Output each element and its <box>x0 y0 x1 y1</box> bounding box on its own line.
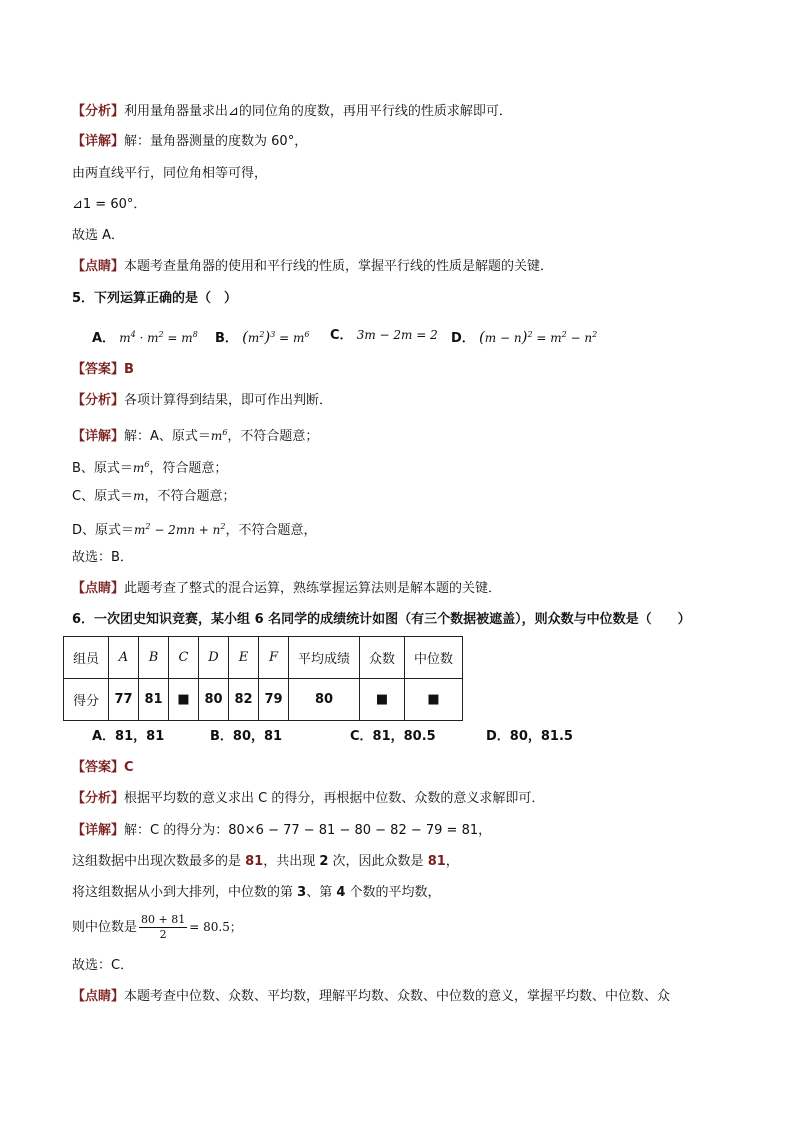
table-cell: ■ <box>169 679 199 721</box>
option-label: B． <box>215 331 238 346</box>
table-cell: 中位数 <box>405 637 463 679</box>
detail-suffix: ，符合题意； <box>149 461 228 476</box>
comment-tag: 【点睛】 <box>72 989 125 1004</box>
q5-answer <box>72 361 134 379</box>
q5-option-d <box>451 326 597 348</box>
detail-text: 解：量角器测量的度数为 60°， <box>124 134 308 149</box>
q4-comment <box>72 258 553 276</box>
text-segment: = 80.5； <box>189 920 242 934</box>
q5-detail-c <box>72 487 235 506</box>
table-cell: 众数 <box>360 637 405 679</box>
option-expr: $(m - n)^2 = m^2 - n^2$ <box>478 328 598 346</box>
option-label: C． <box>330 328 353 343</box>
analysis-text: 利用量角器量求出⊿的同位角的度数，再用平行线的性质求解即可． <box>124 104 512 119</box>
table-cell: 组员 <box>64 637 109 679</box>
q6-option-b: B．80，81 <box>210 729 283 744</box>
comment-text: 此题考查了整式的混合运算，熟练掌握运算法则是解本题的关键． <box>124 581 502 596</box>
position-value: 4 <box>336 885 346 900</box>
q4-analysis <box>72 103 512 121</box>
option-expr: $(m^2)^3 = m^6$ <box>242 328 310 346</box>
q5-detail-d <box>72 518 316 540</box>
q6-answer <box>72 759 134 777</box>
table-cell: A <box>109 637 139 679</box>
table-cell: 得分 <box>64 679 109 721</box>
text-segment: ，共出现 <box>263 854 320 869</box>
q6-option-d: D．80，81.5 <box>486 729 573 744</box>
q6-comment <box>72 988 670 1006</box>
detail-suffix: ，不符合题意； <box>227 429 319 444</box>
q6-line2 <box>72 853 459 871</box>
text-segment: 则中位数是 <box>72 920 138 935</box>
detail-suffix: ，不符合题意， <box>225 523 317 538</box>
option-expr: $m^4 \cdot m^2 = m^8$ <box>119 330 198 345</box>
q5-detail-b <box>72 456 227 478</box>
option-expr: 3m − 2m = 2 <box>356 328 438 342</box>
q5-stem: 5．下列运算正确的是（ ） <box>72 291 238 306</box>
comment-tag: 【点睛】 <box>72 259 125 274</box>
answer-tag: 【答案】 <box>72 362 125 377</box>
answer-value: B <box>124 362 134 377</box>
table-cell: 80 <box>199 679 229 721</box>
q5-choice: 故选：B． <box>72 550 133 565</box>
table-row <box>64 679 463 721</box>
detail-expr: $m^2 - 2mn + n^2$ <box>134 522 226 537</box>
table-cell: 82 <box>229 679 259 721</box>
q5-option-b <box>215 326 310 348</box>
table-cell: ■ <box>405 679 463 721</box>
table-cell: E <box>229 637 259 679</box>
q6-line3 <box>72 884 441 902</box>
text-segment: 、第 <box>306 885 337 900</box>
q6-analysis <box>72 790 544 808</box>
comment-tag: 【点睛】 <box>72 581 125 596</box>
table-cell: F <box>259 637 289 679</box>
q5-detail-a <box>72 424 318 446</box>
median-fraction <box>139 913 187 942</box>
text-segment: 将这组数据从小到大排列，中位数的第 <box>72 885 298 900</box>
answer-tag: 【答案】 <box>72 760 125 775</box>
text-segment: 个数的平均数， <box>345 885 441 900</box>
detail-tag: 【详解】 <box>72 823 125 838</box>
detail-suffix: ，不符合题意； <box>144 489 236 504</box>
comment-text: 本题考查量角器的使用和平行线的性质，掌握平行线的性质是解题的关键． <box>124 259 554 274</box>
text-segment: 次，因此众数是 <box>328 854 428 869</box>
detail-expr: $m^6$ <box>210 428 228 443</box>
q4-line2: 由两直线平行，同位角相等可得， <box>72 166 268 181</box>
table-cell: C <box>169 637 199 679</box>
q4-detail <box>72 133 307 151</box>
position-value: 3 <box>297 885 307 900</box>
table-cell: B <box>139 637 169 679</box>
detail-expr: m <box>133 489 145 503</box>
q6-detail <box>72 822 491 840</box>
mode-value: 81 <box>245 854 264 869</box>
analysis-text: 各项计算得到结果，即可作出判断． <box>124 393 333 408</box>
q4-line3: ⊿1 = 60°． <box>72 197 147 212</box>
text-segment: ， <box>445 854 459 869</box>
mode-value: 81 <box>427 854 446 869</box>
comment-text: 本题考查中位数、众数、平均数，理解平均数、众数、中位数的意义，掌握平均数、中位数、众 <box>124 989 671 1004</box>
q6-option-a: A．81，81 <box>92 729 165 744</box>
detail-prefix: C、原式＝ <box>72 489 134 504</box>
q6-choice: 故选：C． <box>72 958 134 973</box>
option-label: A． <box>92 331 116 346</box>
q5-comment <box>72 580 501 598</box>
table-cell: 79 <box>259 679 289 721</box>
q5-option-c <box>330 326 438 345</box>
answer-value: C <box>124 760 134 775</box>
table-cell: 平均成绩 <box>289 637 360 679</box>
analysis-tag: 【分析】 <box>72 393 125 408</box>
q4-choice: 故选 A． <box>72 228 125 243</box>
analysis-tag: 【分析】 <box>72 104 125 119</box>
q6-option-c: C．81，80.5 <box>350 729 436 744</box>
detail-tag: 【详解】 <box>72 134 125 149</box>
analysis-text: 根据平均数的意义求出 C 的得分，再根据中位数、众数的意义求解即可． <box>124 791 545 806</box>
detail-prefix: B、原式＝ <box>72 461 133 476</box>
q5-option-a <box>92 326 198 348</box>
detail-text: 解：C 的得分为：80×6 − 77 − 81 − 80 − 82 − 79 = 81， <box>124 823 492 838</box>
table-cell: 77 <box>109 679 139 721</box>
table-header-row <box>64 637 463 679</box>
detail-expr: $m^6$ <box>132 460 150 475</box>
table-cell: 81 <box>139 679 169 721</box>
q6-stem: 6．一次团史知识竞赛，某小组 6 名同学的成绩统计如图（有三个数据被遮盖），则众数与中位数是（ ） <box>72 612 691 627</box>
option-label: D． <box>451 331 475 346</box>
score-table <box>63 636 463 721</box>
q6-line4 <box>72 913 242 942</box>
fraction-denominator: 2 <box>159 928 167 941</box>
analysis-tag: 【分析】 <box>72 791 125 806</box>
text-segment: 这组数据中出现次数最多的是 <box>72 854 246 869</box>
detail-prefix: 解：A、原式＝ <box>124 429 211 444</box>
count-value: 2 <box>319 854 329 869</box>
detail-prefix: D、原式＝ <box>72 523 135 538</box>
detail-tag: 【详解】 <box>72 429 125 444</box>
table-cell: 80 <box>289 679 360 721</box>
fraction-numerator: 80 + 81 <box>141 913 186 926</box>
table-cell: ■ <box>360 679 405 721</box>
table-cell: D <box>199 637 229 679</box>
q5-analysis <box>72 392 332 410</box>
